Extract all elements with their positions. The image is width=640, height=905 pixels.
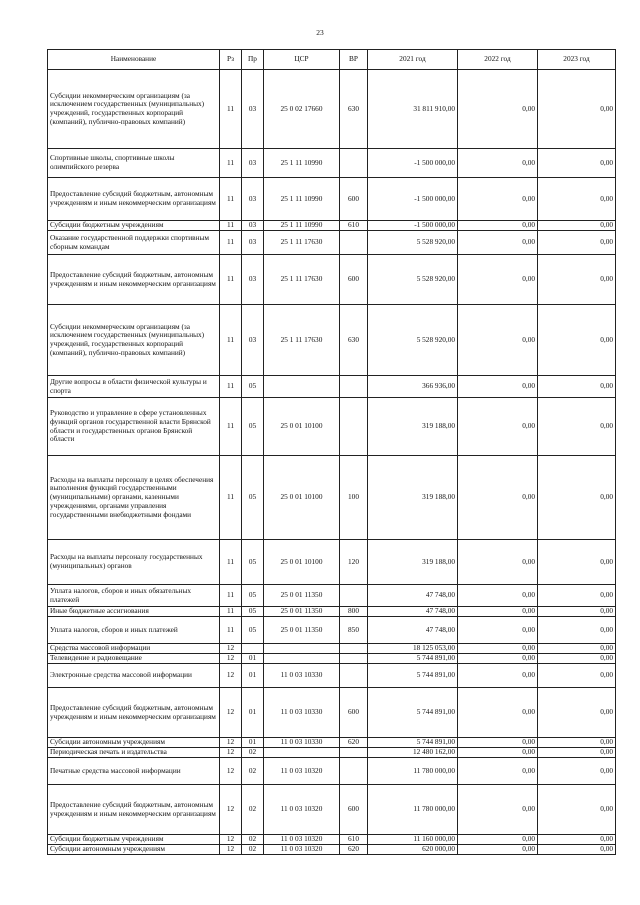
row-2021: 620 000,00 xyxy=(368,845,458,855)
row-2023: 0,00 xyxy=(538,540,616,585)
row-2021: 5 744 891,00 xyxy=(368,738,458,748)
row-2021: 12 480 162,00 xyxy=(368,748,458,758)
row-name: Предоставление субсидий бюджетным, автономным учреждениям и иным некоммерческим организациям xyxy=(48,255,220,305)
row-pr: 03 xyxy=(242,178,264,221)
table-row xyxy=(48,398,616,456)
row-name: Телевидение и радиовещание xyxy=(48,654,220,664)
row-vr xyxy=(340,654,368,664)
row-pr: 02 xyxy=(242,785,264,835)
row-rz: 11 xyxy=(220,221,242,231)
row-vr: 850 xyxy=(340,617,368,644)
row-rz: 12 xyxy=(220,758,242,785)
row-csr xyxy=(264,748,340,758)
row-rz: 11 xyxy=(220,540,242,585)
row-csr: 25 1 11 17630 xyxy=(264,305,340,376)
row-csr: 25 1 11 10990 xyxy=(264,149,340,178)
row-name: Предоставление субсидий бюджетным, автономным учреждениям и иным некоммерческим организациям xyxy=(48,785,220,835)
table-row xyxy=(48,149,616,178)
row-vr: 600 xyxy=(340,255,368,305)
row-vr xyxy=(340,585,368,607)
row-vr xyxy=(340,231,368,255)
row-2023: 0,00 xyxy=(538,231,616,255)
row-2022: 0,00 xyxy=(458,654,538,664)
row-2022: 0,00 xyxy=(458,845,538,855)
row-2022: 0,00 xyxy=(458,785,538,835)
table-row xyxy=(48,305,616,376)
row-csr xyxy=(264,644,340,654)
row-rz: 11 xyxy=(220,607,242,617)
row-2021: 319 188,00 xyxy=(368,456,458,540)
row-name: Субсидии бюджетным учреждениям xyxy=(48,221,220,231)
row-2021: 5 744 891,00 xyxy=(368,688,458,738)
row-csr: 25 0 01 10100 xyxy=(264,540,340,585)
row-vr: 600 xyxy=(340,178,368,221)
row-csr: 11 0 03 10320 xyxy=(264,758,340,785)
row-2021: 366 936,00 xyxy=(368,376,458,398)
row-2022: 0,00 xyxy=(458,231,538,255)
row-2023: 0,00 xyxy=(538,835,616,845)
row-rz: 12 xyxy=(220,738,242,748)
row-rz: 11 xyxy=(220,178,242,221)
row-2022: 0,00 xyxy=(458,835,538,845)
row-2021: 11 160 000,00 xyxy=(368,835,458,845)
row-2023: 0,00 xyxy=(538,748,616,758)
header-2022: 2022 год xyxy=(458,50,538,70)
row-pr: 02 xyxy=(242,845,264,855)
row-vr xyxy=(340,748,368,758)
row-2021: 319 188,00 xyxy=(368,540,458,585)
row-2022: 0,00 xyxy=(458,149,538,178)
table-row xyxy=(48,178,616,221)
row-csr: 25 1 11 17630 xyxy=(264,255,340,305)
table-header-row xyxy=(48,50,616,70)
row-2022: 0,00 xyxy=(458,748,538,758)
row-name: Субсидии автономным учреждениям xyxy=(48,738,220,748)
row-name: Другие вопросы в области физической культуры и спорта xyxy=(48,376,220,398)
row-vr: 630 xyxy=(340,70,368,149)
row-2022: 0,00 xyxy=(458,456,538,540)
row-pr: 01 xyxy=(242,738,264,748)
row-2021: 11 780 000,00 xyxy=(368,785,458,835)
row-rz: 11 xyxy=(220,305,242,376)
row-2022: 0,00 xyxy=(458,617,538,644)
row-csr: 25 0 01 10100 xyxy=(264,398,340,456)
row-2022: 0,00 xyxy=(458,178,538,221)
row-pr: 05 xyxy=(242,540,264,585)
row-name: Оказание государственной поддержки спортивным сборным командам xyxy=(48,231,220,255)
row-2021: 5 744 891,00 xyxy=(368,654,458,664)
row-name: Иные бюджетные ассигнования xyxy=(48,607,220,617)
table-row xyxy=(48,748,616,758)
row-name: Электронные средства массовой информации xyxy=(48,664,220,688)
row-name: Субсидии некоммерческим организациям (за исключением государственных (муниципальных) учреждений, государственных корпораций (компаний), публично-правовых компаний) xyxy=(48,70,220,149)
row-2022: 0,00 xyxy=(458,540,538,585)
row-vr: 100 xyxy=(340,456,368,540)
row-name: Руководство и управление в сфере установленных функций органов государственной власти Брянской области и государственных органов Брянской области xyxy=(48,398,220,456)
row-2022: 0,00 xyxy=(458,688,538,738)
header-vr: ВР xyxy=(340,50,368,70)
row-name: Субсидии некоммерческим организациям (за исключением государственных (муниципальных) учреждений, государственных корпораций (компаний), публично-правовых компаний) xyxy=(48,305,220,376)
row-pr xyxy=(242,644,264,654)
header-name: Наименование xyxy=(48,50,220,70)
row-csr: 11 0 03 10330 xyxy=(264,688,340,738)
row-2021: 11 780 000,00 xyxy=(368,758,458,785)
row-2021: 18 125 053,00 xyxy=(368,644,458,654)
row-csr: 25 1 11 17630 xyxy=(264,231,340,255)
row-2021: -1 500 000,00 xyxy=(368,221,458,231)
row-csr: 25 0 01 11350 xyxy=(264,585,340,607)
row-pr: 03 xyxy=(242,231,264,255)
row-csr: 11 0 03 10320 xyxy=(264,785,340,835)
row-2021: 31 811 910,00 xyxy=(368,70,458,149)
row-2021: 5 744 891,00 xyxy=(368,664,458,688)
row-csr: 25 0 01 11350 xyxy=(264,617,340,644)
page-number: 23 xyxy=(316,28,324,37)
row-2022: 0,00 xyxy=(458,398,538,456)
row-pr: 03 xyxy=(242,305,264,376)
header-csr: ЦСР xyxy=(264,50,340,70)
row-vr xyxy=(340,376,368,398)
table-row xyxy=(48,376,616,398)
row-rz: 12 xyxy=(220,688,242,738)
row-2023: 0,00 xyxy=(538,654,616,664)
row-csr xyxy=(264,376,340,398)
table-row xyxy=(48,654,616,664)
row-2023: 0,00 xyxy=(538,221,616,231)
table-row xyxy=(48,221,616,231)
row-pr: 02 xyxy=(242,835,264,845)
row-csr: 25 1 11 10990 xyxy=(264,178,340,221)
row-2023: 0,00 xyxy=(538,178,616,221)
row-csr: 11 0 03 10320 xyxy=(264,835,340,845)
budget-table xyxy=(47,49,616,855)
row-vr: 120 xyxy=(340,540,368,585)
row-name: Уплата налогов, сборов и иных платежей xyxy=(48,617,220,644)
row-2022: 0,00 xyxy=(458,607,538,617)
row-rz: 12 xyxy=(220,785,242,835)
row-csr: 11 0 03 10330 xyxy=(264,738,340,748)
row-2023: 0,00 xyxy=(538,617,616,644)
row-pr: 01 xyxy=(242,664,264,688)
header-pr: Пр xyxy=(242,50,264,70)
row-vr: 600 xyxy=(340,785,368,835)
table-row xyxy=(48,617,616,644)
row-vr xyxy=(340,149,368,178)
row-csr: 11 0 03 10330 xyxy=(264,664,340,688)
table-row xyxy=(48,835,616,845)
row-vr: 600 xyxy=(340,688,368,738)
table-row xyxy=(48,644,616,654)
table-row xyxy=(48,585,616,607)
row-2021: 319 188,00 xyxy=(368,398,458,456)
table-row xyxy=(48,758,616,785)
row-rz: 12 xyxy=(220,748,242,758)
row-rz: 11 xyxy=(220,376,242,398)
row-rz: 12 xyxy=(220,835,242,845)
row-csr: 25 0 01 11350 xyxy=(264,607,340,617)
row-pr: 01 xyxy=(242,688,264,738)
row-2021: 47 748,00 xyxy=(368,607,458,617)
row-2022: 0,00 xyxy=(458,644,538,654)
row-rz: 11 xyxy=(220,149,242,178)
row-2021: -1 500 000,00 xyxy=(368,178,458,221)
row-pr: 05 xyxy=(242,376,264,398)
header-2021: 2021 год xyxy=(368,50,458,70)
row-2022: 0,00 xyxy=(458,376,538,398)
table-row xyxy=(48,607,616,617)
row-rz: 12 xyxy=(220,644,242,654)
row-2021: -1 500 000,00 xyxy=(368,149,458,178)
row-pr: 05 xyxy=(242,398,264,456)
row-rz: 12 xyxy=(220,654,242,664)
row-pr: 05 xyxy=(242,456,264,540)
row-rz: 12 xyxy=(220,845,242,855)
table-row xyxy=(48,664,616,688)
table-row xyxy=(48,785,616,835)
row-rz: 11 xyxy=(220,456,242,540)
row-2023: 0,00 xyxy=(538,305,616,376)
row-csr: 11 0 03 10320 xyxy=(264,845,340,855)
row-pr: 03 xyxy=(242,221,264,231)
table-row xyxy=(48,738,616,748)
row-2021: 5 528 920,00 xyxy=(368,255,458,305)
row-csr: 25 0 02 17660 xyxy=(264,70,340,149)
row-vr: 630 xyxy=(340,305,368,376)
row-2023: 0,00 xyxy=(538,585,616,607)
row-2022: 0,00 xyxy=(458,585,538,607)
row-rz: 11 xyxy=(220,617,242,644)
row-pr: 05 xyxy=(242,617,264,644)
row-2023: 0,00 xyxy=(538,607,616,617)
row-name: Печатные средства массовой информации xyxy=(48,758,220,785)
row-2023: 0,00 xyxy=(538,688,616,738)
row-vr: 610 xyxy=(340,221,368,231)
row-vr: 800 xyxy=(340,607,368,617)
row-pr: 05 xyxy=(242,607,264,617)
row-2021: 47 748,00 xyxy=(368,585,458,607)
row-pr: 05 xyxy=(242,585,264,607)
row-2023: 0,00 xyxy=(538,738,616,748)
row-rz: 11 xyxy=(220,585,242,607)
table-row xyxy=(48,255,616,305)
row-2022: 0,00 xyxy=(458,664,538,688)
row-2022: 0,00 xyxy=(458,758,538,785)
row-rz: 11 xyxy=(220,70,242,149)
table-row xyxy=(48,540,616,585)
table-row xyxy=(48,231,616,255)
row-pr: 03 xyxy=(242,70,264,149)
row-2023: 0,00 xyxy=(538,785,616,835)
row-vr xyxy=(340,758,368,785)
row-2023: 0,00 xyxy=(538,758,616,785)
row-2021: 5 528 920,00 xyxy=(368,231,458,255)
row-name: Спортивные школы, спортивные школы олимпийского резерва xyxy=(48,149,220,178)
table-row xyxy=(48,70,616,149)
row-name: Расходы на выплаты персоналу в целях обеспечения выполнения функций государственными (муниципальными) органами, казенными учреждениями, органами управления государственными внебюджетными фондами xyxy=(48,456,220,540)
row-vr xyxy=(340,644,368,654)
header-2023: 2023 год xyxy=(538,50,616,70)
row-2023: 0,00 xyxy=(538,664,616,688)
header-rz: Рз xyxy=(220,50,242,70)
row-name: Уплата налогов, сборов и иных обязательных платежей xyxy=(48,585,220,607)
row-2023: 0,00 xyxy=(538,845,616,855)
row-rz: 11 xyxy=(220,398,242,456)
row-2021: 5 528 920,00 xyxy=(368,305,458,376)
row-name: Субсидии бюджетным учреждениям xyxy=(48,835,220,845)
row-2022: 0,00 xyxy=(458,221,538,231)
row-rz: 11 xyxy=(220,255,242,305)
row-name: Средства массовой информации xyxy=(48,644,220,654)
table-row xyxy=(48,688,616,738)
row-2023: 0,00 xyxy=(538,398,616,456)
table-row xyxy=(48,845,616,855)
row-2021: 47 748,00 xyxy=(368,617,458,644)
row-pr: 01 xyxy=(242,654,264,664)
row-csr: 25 0 01 10100 xyxy=(264,456,340,540)
row-2022: 0,00 xyxy=(458,70,538,149)
row-vr: 620 xyxy=(340,738,368,748)
row-rz: 11 xyxy=(220,231,242,255)
row-pr: 03 xyxy=(242,149,264,178)
row-vr: 620 xyxy=(340,845,368,855)
row-2023: 0,00 xyxy=(538,255,616,305)
row-2023: 0,00 xyxy=(538,456,616,540)
row-2023: 0,00 xyxy=(538,149,616,178)
row-pr: 03 xyxy=(242,255,264,305)
row-csr: 25 1 11 10990 xyxy=(264,221,340,231)
row-vr xyxy=(340,664,368,688)
row-name: Субсидии автономным учреждениям xyxy=(48,845,220,855)
table-row xyxy=(48,456,616,540)
row-pr: 02 xyxy=(242,758,264,785)
row-2023: 0,00 xyxy=(538,70,616,149)
row-rz: 12 xyxy=(220,664,242,688)
row-2022: 0,00 xyxy=(458,255,538,305)
row-2023: 0,00 xyxy=(538,644,616,654)
row-name: Расходы на выплаты персоналу государственных (муниципальных) органов xyxy=(48,540,220,585)
row-name: Предоставление субсидий бюджетным, автономным учреждениям и иным некоммерческим организациям xyxy=(48,688,220,738)
row-2023: 0,00 xyxy=(538,376,616,398)
row-vr xyxy=(340,398,368,456)
row-name: Предоставление субсидий бюджетным, автономным учреждениям и иным некоммерческим организациям xyxy=(48,178,220,221)
row-name: Периодическая печать и издательства xyxy=(48,748,220,758)
row-pr: 02 xyxy=(242,748,264,758)
row-vr: 610 xyxy=(340,835,368,845)
row-2022: 0,00 xyxy=(458,738,538,748)
row-csr xyxy=(264,654,340,664)
row-2022: 0,00 xyxy=(458,305,538,376)
